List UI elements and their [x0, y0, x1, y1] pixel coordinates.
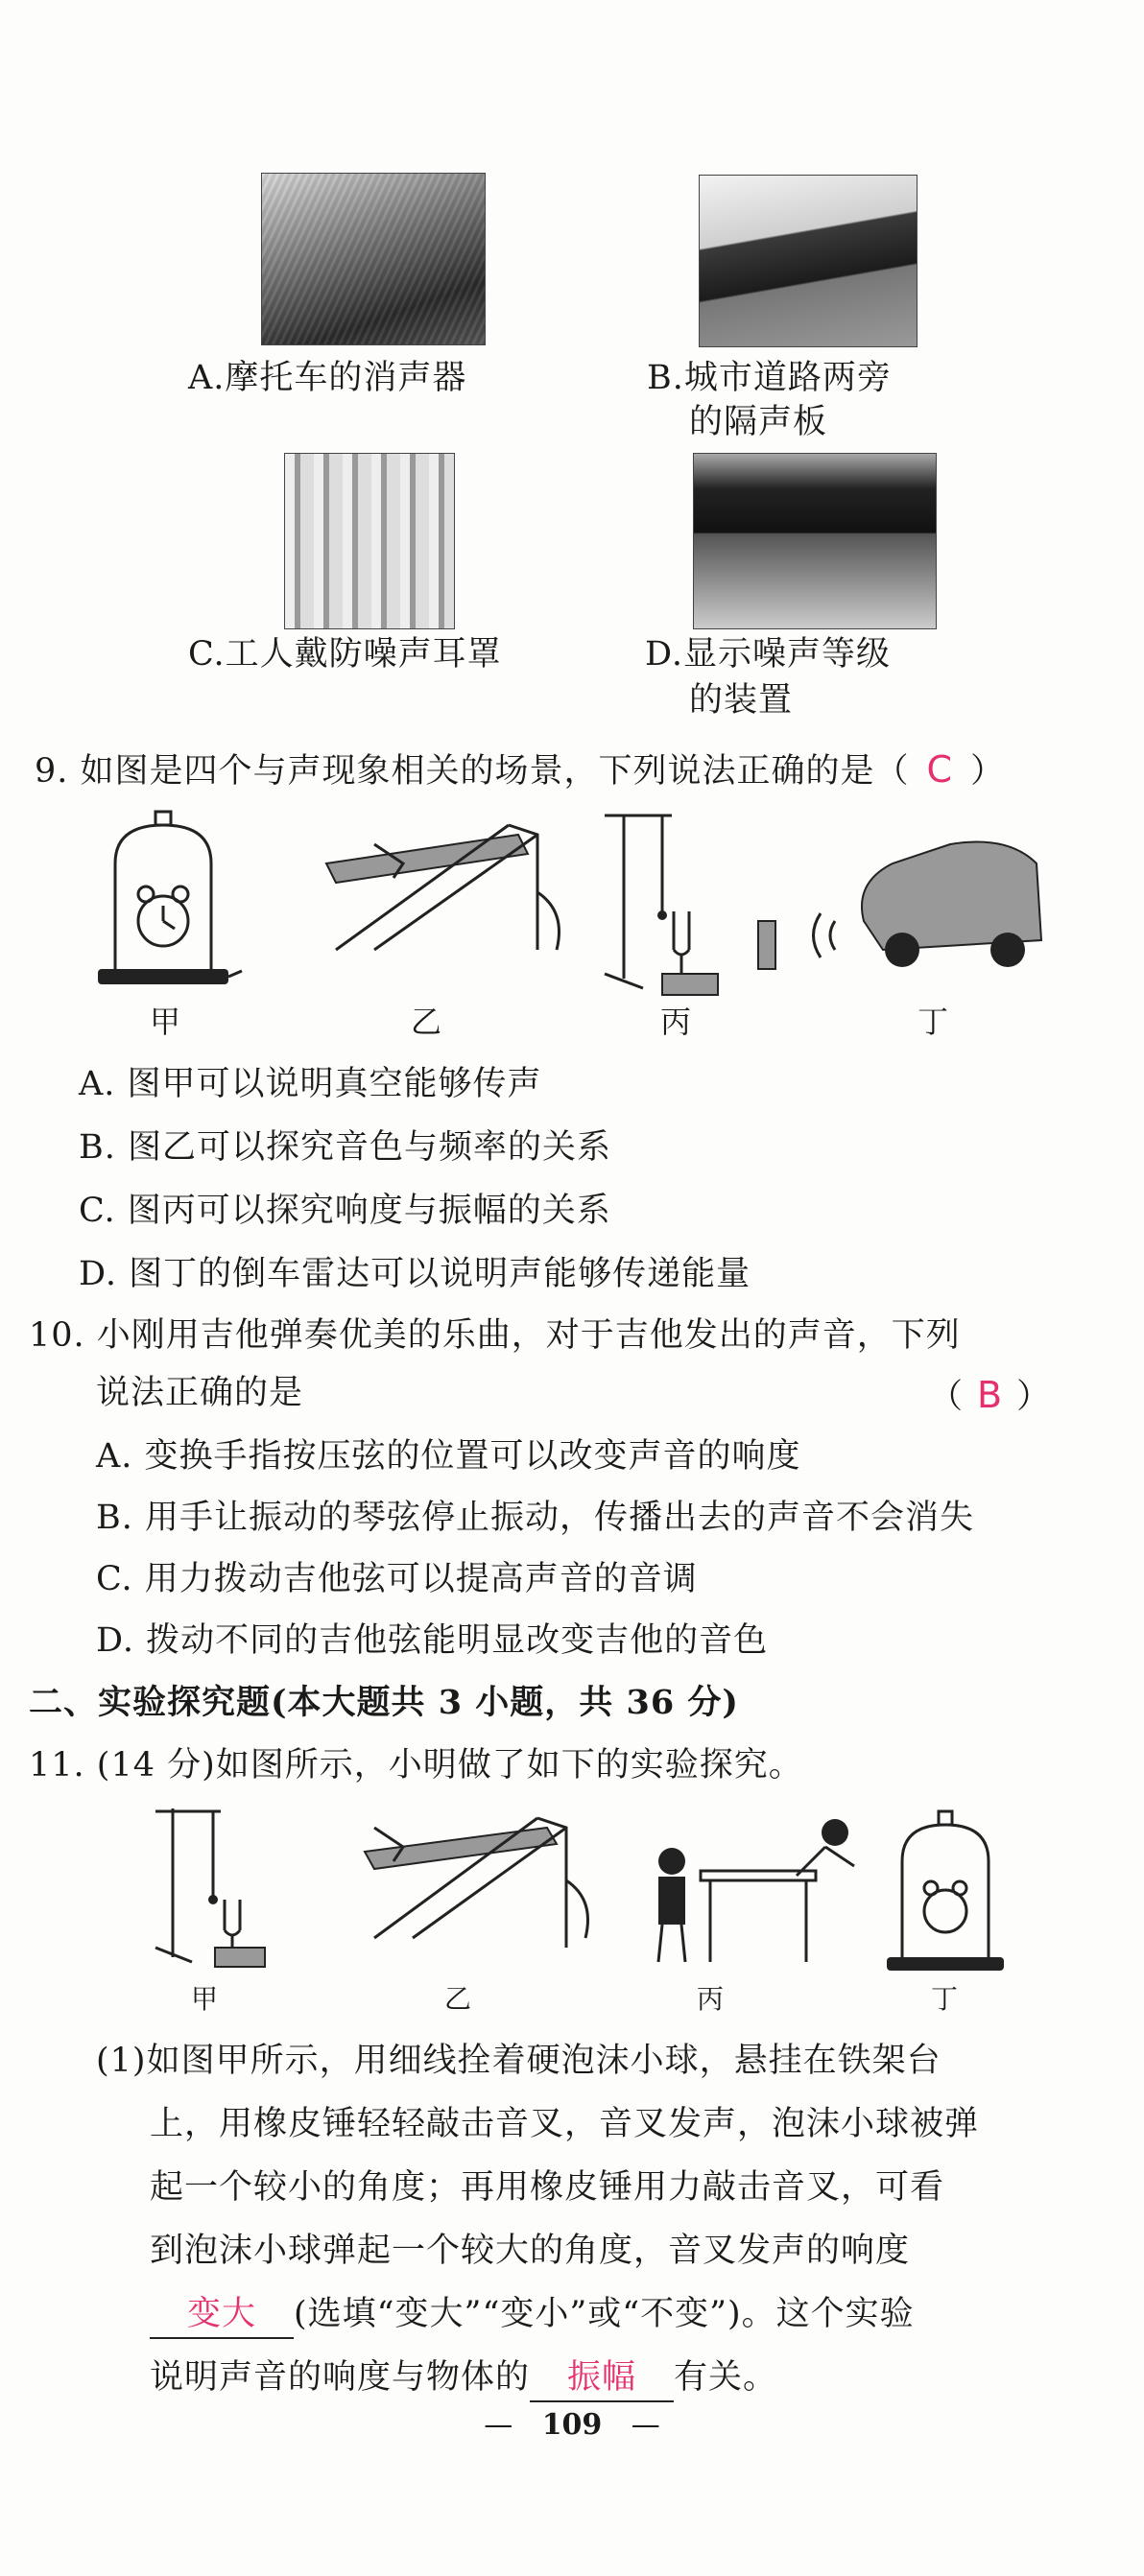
- q9-option-a: A. 图甲可以说明真空能够传声: [79, 1065, 542, 1103]
- q8-option-a: A.摩托车的消声器: [188, 359, 467, 397]
- q10-option-d: D. 拨动不同的吉他弦能明显改变吉他的音色: [96, 1621, 769, 1660]
- bell-jar-clock-figure-2: [887, 1811, 1004, 1971]
- q11-p1-line5: [150, 2293, 915, 2339]
- worker-ear-protection-photo: [284, 453, 455, 629]
- children-table-figure: [658, 1819, 854, 1962]
- footer-dash-left: —: [484, 2408, 513, 2442]
- q10-open-paren: （: [929, 1378, 965, 1416]
- motorcycle-muffler-photo: [261, 173, 486, 345]
- q8-option-b-line1: B.城市道路两旁: [647, 359, 892, 397]
- tuning-fork-ball-figure: [605, 815, 718, 995]
- q9-close-paren: ）: [970, 752, 1006, 791]
- q8-option-d-line2: 的装置: [689, 681, 794, 720]
- q11-label-ding: 丁: [930, 1983, 958, 2015]
- q10-stem-line1: 10. 小刚用吉他弹奏优美的乐曲，对于吉他发出的声音，下列: [29, 1316, 961, 1355]
- q9-answer: C: [926, 748, 954, 791]
- q11-stem: 11. (14 分)如图所示，小明做了如下的实验探究。: [29, 1746, 803, 1784]
- q9-stem: [35, 746, 1005, 794]
- q10-option-c: C. 用力拨动吉他弦可以提高声音的音调: [96, 1560, 698, 1598]
- bell-jar-clock-figure: [98, 812, 242, 984]
- q11-label-bing: 丙: [696, 1983, 724, 2015]
- q11-p1-line1: (1)如图甲所示，用细线拴着硬泡沫小球，悬挂在铁架台: [96, 2042, 941, 2080]
- q9-label-jia: 甲: [149, 1004, 180, 1040]
- q9-label-ding: 丁: [917, 1004, 948, 1040]
- q8-option-c: C.工人戴防噪声耳罩: [188, 635, 502, 674]
- noise-level-display-photo: [693, 453, 937, 629]
- q11-p1-line2: 上，用橡皮锤轻轻敲击音叉，音叉发声，泡沫小球被弹: [150, 2105, 980, 2143]
- q10-answer-bracket: [929, 1372, 1051, 1420]
- q8-option-b-line2: 的隔声板: [689, 403, 828, 441]
- q11-blank-2: 振幅: [530, 2356, 674, 2402]
- q11-label-yi: 乙: [443, 1983, 471, 2015]
- q9-label-yi: 乙: [410, 1004, 441, 1040]
- q10-answer: B: [977, 1374, 1004, 1416]
- footer-dash-right: —: [631, 2408, 660, 2442]
- q9-figures: [86, 806, 1046, 998]
- page-footer: [0, 2408, 1144, 2442]
- q10-option-b: B. 用手让振动的琴弦停止振动，传播出去的声音不会消失: [96, 1499, 974, 1537]
- ruler-table-figure: [326, 825, 560, 950]
- q11-p1-line4: 到泡沫小球弹起一个较大的角度，音叉发声的响度: [150, 2232, 911, 2270]
- q11-label-jia: 甲: [190, 1983, 218, 2015]
- section-2-title: 二、实验探究题(本大题共 3 小题，共 36 分): [29, 1683, 739, 1722]
- q10-option-a: A. 变换手指按压弦的位置可以改变声音的响度: [96, 1437, 801, 1476]
- q11-p1-line6-end: 有关。: [674, 2358, 778, 2397]
- q11-p1-line3: 起一个较小的角度；再用橡皮锤用力敲击音叉，可看: [150, 2168, 945, 2207]
- q11-p1-line6: [150, 2356, 777, 2402]
- q11-figures: [144, 1804, 1008, 1972]
- q9-stem-text: 9. 如图是四个与声现象相关的场景，下列说法正确的是（: [35, 752, 910, 791]
- q9-option-c: C. 图丙可以探究响度与振幅的关系: [79, 1192, 611, 1230]
- q11-p1-line6-start: 说明声音的响度与物体的: [150, 2358, 531, 2397]
- q9-option-b: B. 图乙可以探究音色与频率的关系: [79, 1128, 611, 1167]
- q11-blank-1: 变大: [150, 2293, 294, 2339]
- tuning-fork-ball-figure-2: [155, 1808, 265, 1967]
- page-number: 109: [541, 2408, 603, 2442]
- q8-option-d-line1: D.显示噪声等级: [645, 635, 891, 674]
- q9-option-d: D. 图丁的倒车雷达可以说明声能够传递能量: [79, 1255, 751, 1293]
- q10-close-paren: ）: [1016, 1378, 1052, 1416]
- road-sound-barrier-photo: [699, 175, 918, 347]
- q10-stem-line2: 说法正确的是: [96, 1374, 304, 1412]
- q11-p1-line5-text: (选填“变大”“变小”或“不变”)。这个实验: [294, 2295, 915, 2333]
- car-reversing-radar-figure: [758, 842, 1041, 970]
- q9-label-bing: 丙: [659, 1004, 691, 1040]
- ruler-table-figure-2: [365, 1818, 588, 1948]
